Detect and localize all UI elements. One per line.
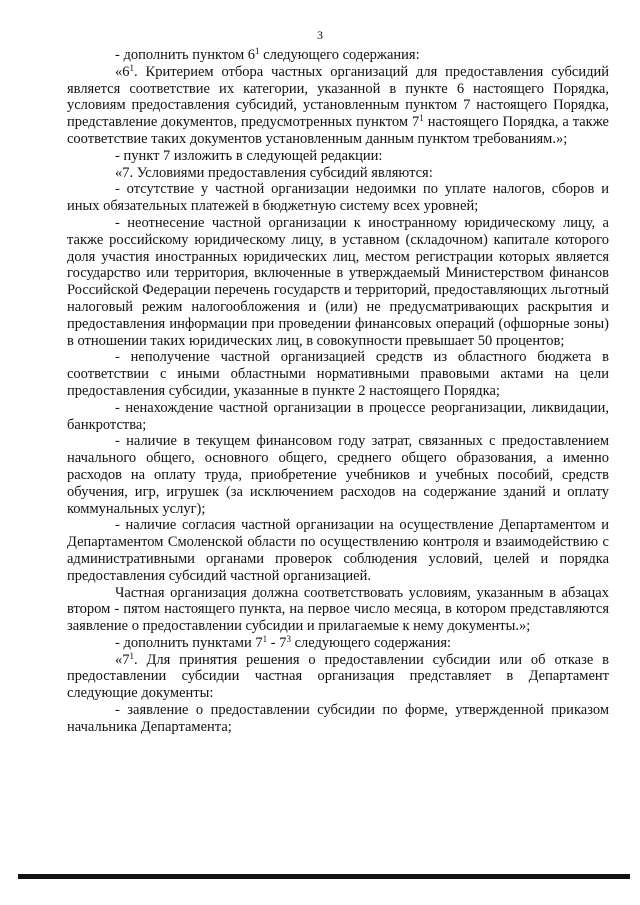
paragraph: [67, 433, 609, 517]
paragraph-text: - отсутствие у частной организации недоимки по уплате налогов, сборов и иных обязательных платежей в бюджетную систему всех уровней;: [67, 181, 609, 215]
paragraph-text: - наличие в текущем финансовом году затрат, связанных с предоставлением начального общего, основного общего, среднего общего образования, а именно расходов на оплату труда, приобретение учебников и учебных пособий, средств обучения, игр, игрушек (за исключением расходов на содержание зданий и оплату коммунальных услуг);: [67, 433, 609, 517]
paragraph-text: «6: [115, 63, 130, 80]
superscript-index: 1: [262, 633, 268, 644]
page-bottom-rule: [18, 874, 630, 879]
paragraph-text: следующего содержания:: [259, 47, 420, 63]
paragraph: [67, 64, 609, 148]
paragraph: [67, 635, 609, 652]
paragraph-text: «7: [115, 651, 130, 668]
page-number: 3: [317, 28, 323, 42]
paragraph-text: - наличие согласия частной организации на осуществление Департаментом и Департаментом Смоленской области по осуществлению контроля и взаимодействию с административными органами проверок соблюдения условий, целей и порядка предоставления субсидий частной организацией.: [67, 517, 609, 584]
superscript-index: 1: [255, 46, 260, 56]
paragraph: [67, 47, 609, 64]
superscript-index: 1: [129, 650, 134, 661]
paragraph-text: . Критерием отбора частных организаций для предоставления субсидий является соответствие их категории, указанной в пункте 6 настоящего Порядка, условиям предоставления субсидий, установленным пунктом 7 настоящего Порядка, представление документов, предусмотренных пунктом 7: [67, 63, 609, 131]
paragraph: [67, 349, 609, 399]
paragraph-text: - заявление о предоставлении субсидии по форме, утвержденной приказом начальника Департамента;: [67, 702, 609, 735]
paragraph-text: - неполучение частной организацией средств из областного бюджета в соответствии с иными областными нормативными правовыми актами на цели предоставления субсидии, указанные в пункте 2 настоящего Порядка;: [67, 349, 609, 399]
superscript-index: 1: [129, 62, 134, 73]
paragraph: [67, 215, 609, 349]
paragraph-text: - неотнесение частной организации к иностранному юридическому лицу, а также российскому юридическому лицу, в уставном (складочном) капитале которого доля участия иностранных юридических лиц, местом регистрации которых является государство или территория, включенные в утверждаемый Министерством финансов Российской Федерации перечень государств и территорий, предоставляющих льготный налоговый режим налогообложения и (или) не предусматривающих раскрытия и предоставления информации при проведении финансовых операций (офшорные зоны) в отношении таких юридических лиц, в совокупности превышает 50 процентов;: [67, 214, 609, 349]
paragraph-text: Частная организация должна соответствовать условиям, указанным в абзацах втором - пятом настоящего пункта, на первое число месяца, в котором представляются заявление о предоставлении субсидии и прилагаемые к нему документы.»;: [67, 584, 609, 635]
paragraph-text: следующего содержания:: [290, 634, 452, 651]
paragraph: [67, 652, 609, 702]
paragraph-text: настоящего Порядка, а также соответствие таких документов установленным данным пунктом требованиям.»;: [67, 114, 609, 147]
paragraph: [67, 585, 609, 635]
paragraph-text: - ненахождение частной организации в процессе реорганизации, ликвидации, банкротства;: [67, 399, 609, 433]
superscript-index: 1: [419, 113, 424, 124]
paragraph: [67, 702, 609, 736]
paragraph: [67, 181, 609, 215]
document-body: [67, 47, 609, 736]
paragraph-text: - дополнить пунктом 6: [115, 47, 256, 63]
paragraph: [67, 148, 609, 165]
paragraph-text: - пункт 7 изложить в следующей редакции:: [115, 147, 383, 164]
paragraph-text: . Для принятия решения о предоставлении субсидии или об отказе в предоставлении субсидии частная организация представляет в Департамент следующие документы:: [67, 651, 609, 702]
paragraph-text: - дополнить пунктами 7: [115, 634, 263, 651]
paragraph: [67, 165, 609, 182]
paragraph: [67, 517, 609, 584]
paragraph: [67, 400, 609, 434]
superscript-index: 3: [286, 633, 291, 644]
paragraph-text: «7. Условиями предоставления субсидий являются:: [115, 164, 433, 181]
paragraph-text: - 7: [267, 634, 287, 651]
